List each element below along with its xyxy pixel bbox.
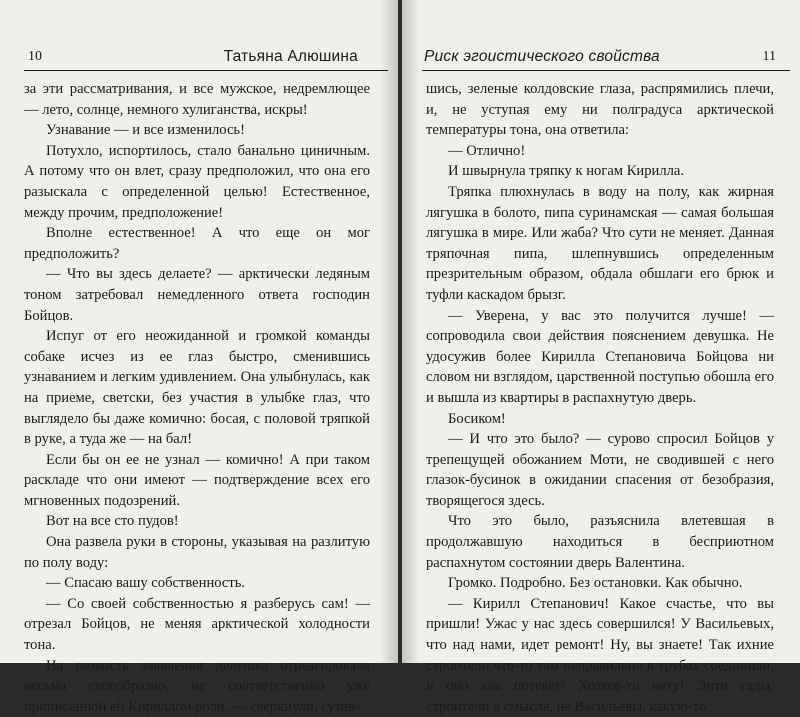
running-head-author: Татьяна Алюшина	[223, 48, 358, 65]
paragraph: Если бы он ее не узнал — комично! А при таком раскладе что они имеют — подтверждение всех его мгновенных подозрений.	[24, 451, 370, 509]
page-body	[422, 79, 790, 717]
paragraph: Вот на все сто пудов!	[46, 513, 179, 530]
page-body	[24, 79, 388, 717]
paragraph: Тряпка плюхнулась в воду на полу, как жирная лягушка в болото, пипа суринамская — самая большая лягушка в мире. Или жаба? Что сути не меняет. Данная тряпочная пипа, шлепнувшись определенным презрительным образом, обдала обшлаги его брюк и туфли каскадом брызг.	[426, 183, 774, 303]
paragraph: Узнавание — и все изменилось!	[46, 122, 245, 139]
paragraph: Что это было, разъяснила влетевшая в продолжавшую находиться в бесприютном распахнутом состоянии дверь Валентина.	[426, 513, 774, 571]
paragraph: Испуг от его неожиданной и громкой команды собаке исчез из ее глаз быстро, сменившись узнаванием и легким удивлением. Она улыбнулась, как на приеме, светски, без участия в улыбке глаз, что выглядело бы даже комично: босая, с половой тряпкой в руке, а туда же — на бал!	[24, 328, 370, 448]
left-page	[0, 0, 398, 715]
paragraph: Вполне естественное! А что еще он мог предположить?	[24, 225, 370, 262]
paragraph: — Отлично!	[448, 142, 526, 159]
paragraph: — Кирилл Степанович! Какое счастье, что вы пришли! Ужас у нас здесь совершился! У Васильевых, что над нами, идет ремонт! Ну, вы знаете! Так ихние строители что-то там неправильно в трубах соединили, и оно как потекет! Хозяев-то нету! Энти гады, строители в смысле, не Васильевы, какую-то	[426, 595, 774, 715]
paragraph: На резкость заявления девушка отреагировала весьма своеобразно, не соответственно уже приписанной ей Кириллом роли, — сверкнули, сузив-	[24, 657, 370, 715]
paragraph: шись, зеленые колдовские глаза, распрямились плечи, и, не уступая ему ни полградуса арктической температуры тона, она ответила:	[426, 81, 774, 139]
paragraph: — Уверена, у вас это получится лучше! — сопроводила свои действия пояснением девушка. Не удосужив более Кирилла Степановича Бойцова ни словом ни взглядом, царственной поступью обошла его и вышла из квартиры в распахнутую дверь.	[426, 307, 774, 406]
page-number: 11	[762, 49, 776, 64]
running-header	[422, 40, 790, 71]
running-head-title: Риск эгоистического свойства	[424, 48, 660, 65]
paragraph: — Что вы здесь делаете? — арктически ледяным тоном затребовал немедленного ответа господин Бойцов.	[24, 266, 370, 324]
paragraph: — Со своей собственностью я разберусь сам! — отрезал Бойцов, не меняя арктической холодности тона.	[24, 595, 370, 654]
spine-shadow	[380, 0, 398, 663]
paragraph: Громко. Подробно. Без остановки. Как обычно.	[448, 575, 743, 592]
paragraph: — Спасаю вашу собственность.	[46, 575, 246, 592]
paragraph: — И что это было? — сурово спросил Бойцов у трепещущей обожанием Моти, не сводившей с него глазок-бусинок в ожидании спасения от безобразия, творящегося здесь.	[426, 431, 774, 509]
paragraph: за эти рассматривания, и все мужское, недремлющее — лето, солнце, немного хулиганства, искры!	[24, 81, 370, 118]
running-header	[24, 40, 388, 71]
paragraph: Потухло, испортилось, стало банально циничным. А потому что он влет, сразу предположил, что она его разыскала с определенной целью! Естественное, между прочим, предположение!	[24, 142, 370, 221]
paragraph: И швырнула тряпку к ногам Кирилла.	[448, 163, 685, 180]
page-number: 10	[28, 49, 42, 64]
paragraph: Босиком!	[448, 410, 506, 427]
spine-shadow	[402, 0, 420, 663]
right-page	[402, 0, 800, 715]
paragraph: Она развела руки в стороны, указывая на разлитую по полу воду:	[24, 534, 370, 571]
